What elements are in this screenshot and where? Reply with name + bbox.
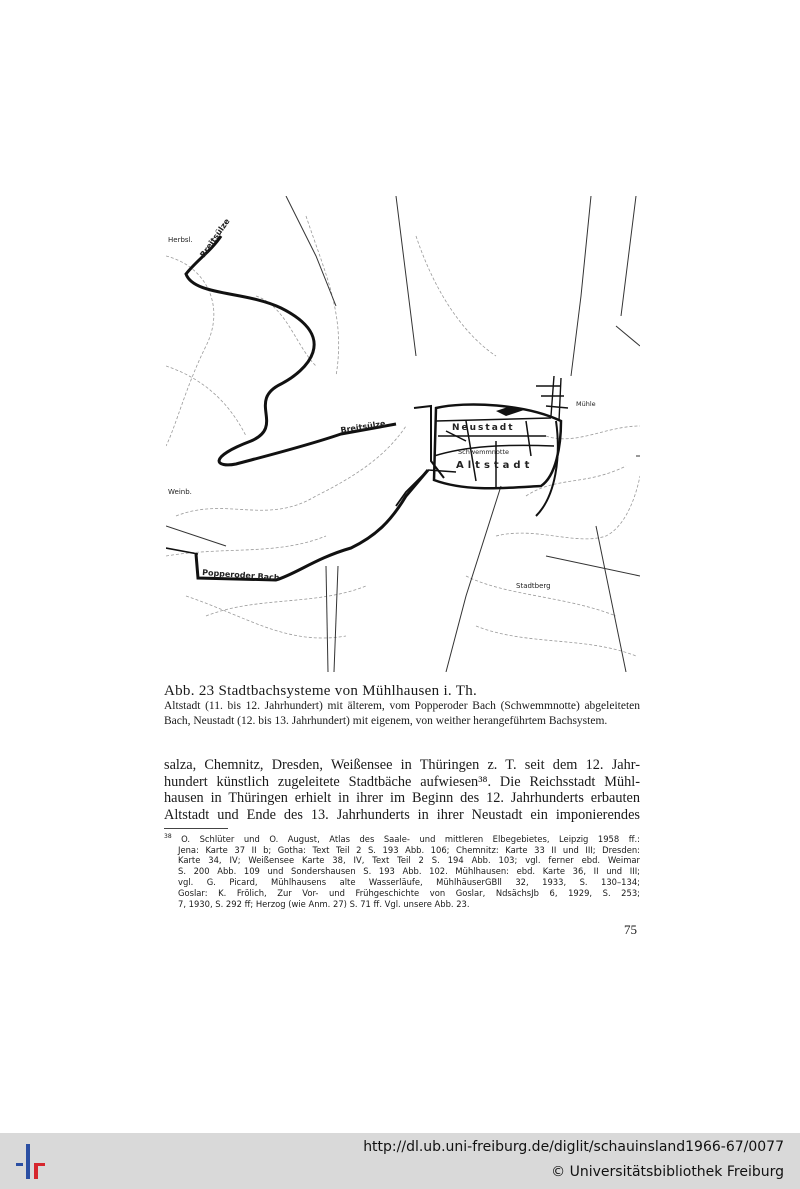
figure-caption-title: Abb. 23 Stadtbachsysteme von Mühlhausen i. Th. bbox=[164, 683, 478, 699]
body-line: hundert künstlich zugeleitete Stadtbäche aufwiesen³⁸. Die Reichsstadt Mühl- bbox=[164, 773, 640, 790]
map-figure bbox=[166, 196, 640, 672]
map-label-schwemmnotte: Schwemmnotte bbox=[458, 448, 509, 456]
popperoder-inflow bbox=[166, 548, 198, 554]
footnote-divider bbox=[164, 828, 228, 829]
footnote-line: vgl. G. Picard, Mühlhausens alte Wasserläufe, MühlhäuserGBll 32, 1933, S. 130–134; bbox=[178, 876, 640, 887]
map-label-breitsulze-upper: Breitsülze bbox=[198, 216, 232, 260]
footnote-line: S. 200 Abb. 109 und Sondershausen S. 193 Abb. 102. Mühlhausen: ebd. Karte 36, II und III; bbox=[178, 866, 640, 877]
footnote-number: 38 bbox=[164, 833, 172, 840]
map-label-stadtberg: Stadtberg bbox=[516, 582, 551, 590]
ub-freiburg-logo-icon bbox=[8, 1141, 52, 1181]
body-paragraph bbox=[164, 757, 640, 823]
contour-lines bbox=[166, 216, 640, 656]
footnote-line: Goslar: K. Frölich, Zur Vor- und Frühgeschichte von Goslar, NdsächsJb 6, 1929, S. 253; bbox=[178, 887, 640, 898]
body-line: Altstadt und Ende des 13. Jahrhunderts in ihrer Neustadt ein imponierendes bbox=[164, 806, 640, 823]
figure-caption-body: Altstadt (11. bis 12. Jahrhundert) mit älterem, vom Popperoder Bach (Schwemmnotte) abgeleiteten Bach, Neustadt (12. bis 13. Jahrhundert) mit eigenem, von weither herangeführtem Bachsystem. bbox=[164, 700, 640, 727]
footnote bbox=[164, 832, 640, 909]
roads bbox=[166, 196, 640, 672]
map-label-neustadt: Neustadt bbox=[452, 423, 515, 433]
map-label-herbsleben: Herbsl. bbox=[168, 236, 193, 244]
footnote-line: O. Schlüter und O. August, Atlas des Saale- und mittleren Elbegebietes, Leipzig 1958 ff.: bbox=[181, 833, 640, 844]
page-number: 75 bbox=[624, 922, 637, 937]
map-label-altstadt: Altstadt bbox=[456, 460, 534, 471]
footer-url-link[interactable]: http://dl.ub.uni-freiburg.de/diglit/schauinsland1966-67/0077 bbox=[363, 1139, 784, 1155]
body-line: salza, Chemnitz, Dresden, Weißensee in Thüringen z. T. seit dem 12. Jahr- bbox=[164, 757, 640, 773]
popperoder-link-east bbox=[428, 470, 456, 472]
footnote-line: Karte 34, IV; Weißensee Karte 38, IV, Text Teil 2 S. 194 Abb. 103; vgl. ferner ebd. Weimar bbox=[178, 855, 640, 866]
map-label-weinberg: Weinb. bbox=[168, 488, 192, 496]
footer-copyright: © Universitätsbibliothek Freiburg bbox=[551, 1164, 784, 1180]
footnote-line: 7, 1930, S. 292 ff; Herzog (wie Anm. 27) S. 71 ff. Vgl. unsere Abb. 23. bbox=[178, 898, 470, 909]
map-label-muhle: Mühle bbox=[576, 400, 596, 408]
map-drawing bbox=[166, 196, 640, 672]
footnote-line: Jena: Karte 37 II b; Gotha: Text Teil 2 S. 193 Abb. 106; Chemnitz: Karte 33 II und III; Dresden: bbox=[178, 844, 640, 855]
library-footer bbox=[0, 1133, 800, 1189]
map-label-breitsulze-lower: Breitsülze bbox=[339, 418, 387, 435]
map-label-popperoder-bach: Popperoder Bach bbox=[201, 568, 280, 583]
outer-channel bbox=[414, 406, 444, 478]
popperoder-bach-stream bbox=[196, 470, 428, 583]
body-line: hausen in Thüringen erhielt in ihrer im Beginn des 12. Jahrhunderts erbauten bbox=[164, 790, 640, 807]
